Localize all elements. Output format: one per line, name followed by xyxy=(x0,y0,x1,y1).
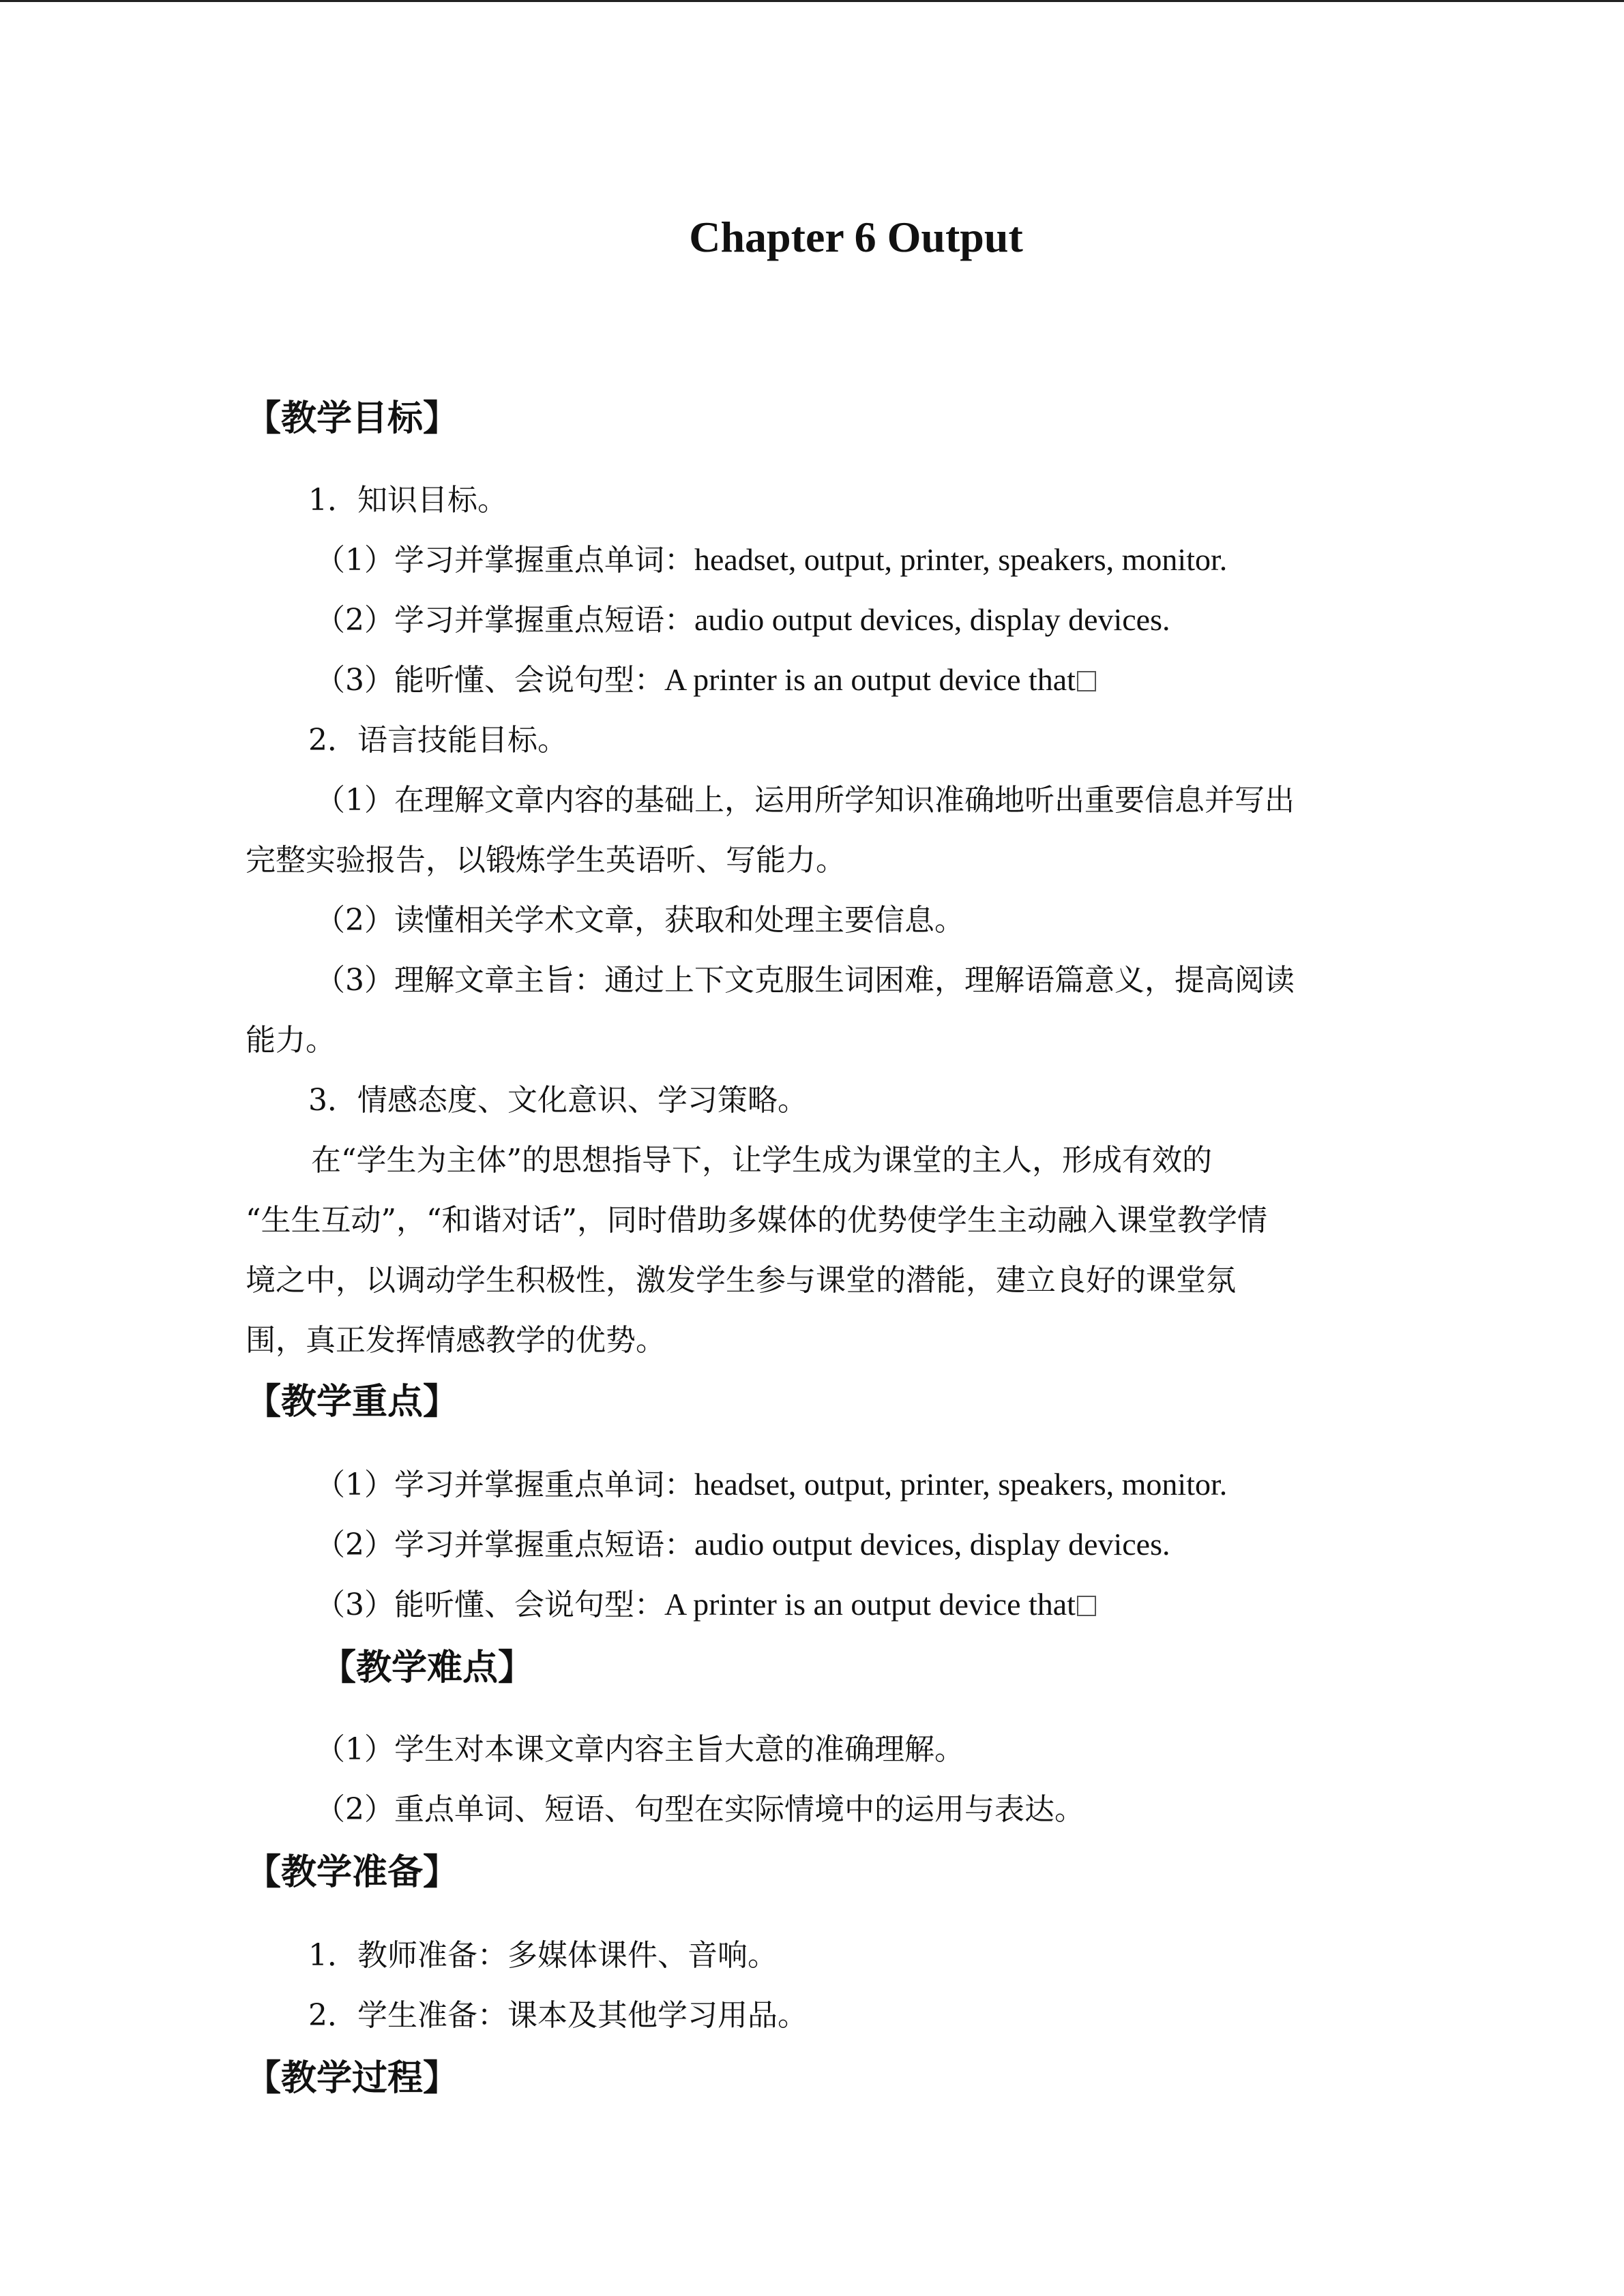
key-point-words-label: （1）学习并掌握重点单词： xyxy=(315,1467,694,1502)
key-point-sentence-pattern: A printer is an output device that xyxy=(664,1587,1076,1622)
key-point-words-list: headset, output, printer, speakers, monitor. xyxy=(694,1467,1228,1502)
key-point-phrases-label: （2）学习并掌握重点短语： xyxy=(315,1527,694,1562)
key-point-words xyxy=(315,1460,1227,1504)
attitude-goal-title: 3．情感态度、文化意识、学习策略。 xyxy=(308,1083,808,1118)
preparation-item-teacher: 1．教师准备：多媒体课件、音响。 xyxy=(308,1938,778,1973)
section-heading-process: 【教学过程】 xyxy=(246,2057,459,2099)
attitude-paragraph-line-3: 境之中，以调动学生积极性，激发学生参与课堂的潜能，建立良好的课堂氛 xyxy=(246,1263,1236,1298)
skills-item-3-line-1: （3）理解文章主旨：通过上下文克服生词困难，理解语篇意义，提高阅读 xyxy=(315,963,1295,998)
objective-item-words xyxy=(315,535,1227,579)
objective-item-phrases-label: （2）学习并掌握重点短语： xyxy=(315,603,694,638)
skills-item-3-line-2: 能力。 xyxy=(246,1023,336,1058)
objective-item-sentence-pattern: A printer is an output device that xyxy=(664,662,1076,697)
missing-glyph-box xyxy=(1077,1596,1096,1616)
key-point-phrases xyxy=(315,1520,1170,1564)
missing-glyph-box xyxy=(1077,671,1096,691)
objective-item-sentence-label: （3）能听懂、会说句型： xyxy=(315,663,664,698)
objective-item-sentence xyxy=(315,655,1096,699)
objective-item-phrases xyxy=(315,595,1170,639)
attitude-paragraph-line-2: “生生互动”，“和谐对话”，同时借助多媒体的优势使学生主动融入课堂教学情 xyxy=(246,1203,1267,1238)
attitude-paragraph-line-4: 围，真正发挥情感教学的优势。 xyxy=(246,1323,666,1358)
knowledge-goal-title: 1．知识目标。 xyxy=(308,483,507,518)
section-heading-preparation: 【教学准备】 xyxy=(246,1851,459,1893)
difficulty-item-2: （2）重点单词、短语、句型在实际情境中的运用与表达。 xyxy=(315,1792,1084,1827)
skills-item-2: （2）读懂相关学术文章，获取和处理主要信息。 xyxy=(315,903,964,938)
section-heading-objectives: 【教学目标】 xyxy=(246,398,459,439)
key-point-sentence-label: （3）能听懂、会说句型： xyxy=(315,1587,664,1622)
skills-item-1-line-2: 完整实验报告，以锻炼学生英语听、写能力。 xyxy=(246,843,846,878)
section-heading-key-points: 【教学重点】 xyxy=(246,1381,459,1422)
difficulty-item-1: （1）学生对本课文章内容主旨大意的准确理解。 xyxy=(315,1732,964,1767)
key-point-phrases-list: audio output devices, display devices. xyxy=(694,1527,1170,1562)
skills-item-1-line-1: （1）在理解文章内容的基础上，运用所学知识准确地听出重要信息并写出 xyxy=(315,783,1295,818)
preparation-item-student: 2．学生准备：课本及其他学习用品。 xyxy=(308,1998,808,2033)
objective-item-words-label: （1）学习并掌握重点单词： xyxy=(315,543,694,578)
skills-goal-title: 2．语言技能目标。 xyxy=(308,723,567,758)
attitude-paragraph-line-1: 在“学生为主体”的思想指导下，让学生成为课堂的主人，形成有效的 xyxy=(311,1143,1212,1178)
section-heading-difficulties: 【教学难点】 xyxy=(321,1647,534,1688)
objective-item-words-list: headset, output, printer, speakers, monitor. xyxy=(694,542,1228,577)
objective-item-phrases-list: audio output devices, display devices. xyxy=(694,602,1170,637)
page-title: Chapter 6 Output xyxy=(689,213,1023,261)
key-point-sentence xyxy=(315,1580,1096,1624)
